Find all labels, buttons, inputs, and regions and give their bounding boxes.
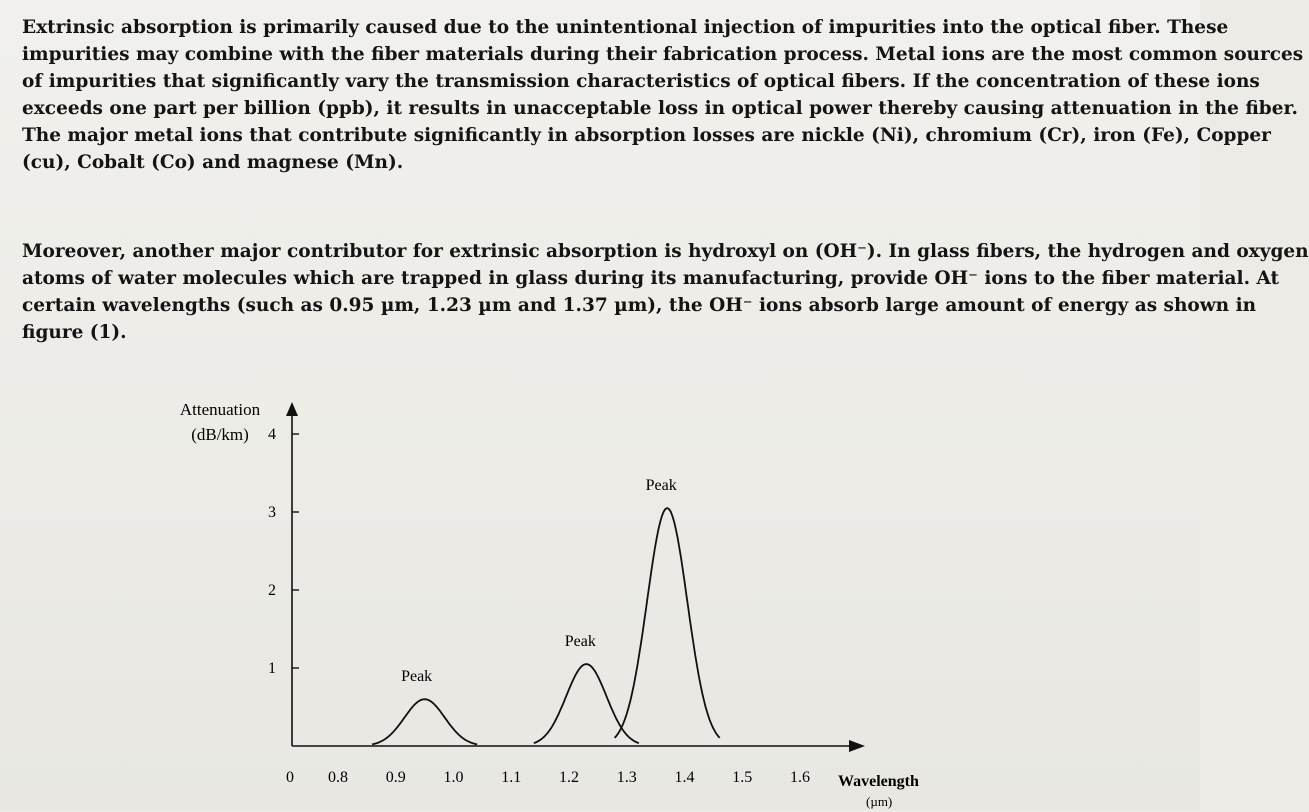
y-axis-unit-label: (dB/km) bbox=[191, 425, 249, 444]
x-axis-unit-label: (µm) bbox=[866, 794, 893, 809]
origin-label: 0 bbox=[286, 769, 294, 786]
x-tick-label: 1.0 bbox=[443, 769, 464, 786]
paragraph-extrinsic-absorption bbox=[22, 14, 1304, 176]
x-tick-label: 0.8 bbox=[328, 769, 348, 786]
y-tick-label: 1 bbox=[268, 660, 276, 677]
paragraph-hydroxyl-absorption bbox=[22, 238, 1309, 346]
paragraph-line: The major metal ions that contribute significantly in absorption losses are nickle (Ni), chromium (Cr), iron (Fe), Copper bbox=[22, 125, 1271, 146]
absorption-peak-curve bbox=[372, 699, 477, 744]
chart-curves bbox=[372, 508, 720, 744]
chart-labels bbox=[180, 400, 919, 809]
paragraph-line: Moreover, another major contributor for extrinsic absorption is hydroxyl on (OH⁻). In glass fibers, the hydrogen and oxygen bbox=[22, 241, 1309, 262]
paragraph-line: impurities may combine with the fiber materials during their fabrication process. Metal ions are the most common sources bbox=[22, 44, 1304, 65]
absorption-peak-curve bbox=[615, 508, 720, 738]
peak-label: Peak bbox=[401, 668, 433, 686]
x-tick-label: 1.2 bbox=[559, 769, 579, 786]
attenuation-chart bbox=[150, 388, 950, 808]
y-axis-arrow-icon bbox=[286, 402, 298, 416]
x-tick-label: 1.5 bbox=[732, 769, 753, 786]
absorption-peak-curve bbox=[534, 664, 639, 743]
peak-label: Peak bbox=[645, 477, 677, 495]
attenuation-figure bbox=[150, 388, 950, 808]
paragraph-line: atoms of water molecules which are trapped in glass during its manufacturing, provide OH⁻ ions to the fiber material. At bbox=[22, 268, 1280, 289]
paragraph-line: Extrinsic absorption is primarily caused due to the unintentional injection of impurities into the optical fiber. These bbox=[22, 17, 1229, 38]
x-tick-label: 1.1 bbox=[501, 769, 522, 786]
chart-axes bbox=[286, 402, 865, 752]
paragraph-line: exceeds one part per billion (ppb), it results in unacceptable loss in optical power thereby causing attenuation in the fiber. bbox=[22, 98, 1298, 119]
paragraph-line: of impurities that significantly vary the transmission characteristics of optical fibers. If the concentration of these ions bbox=[22, 71, 1260, 92]
y-axis-label: Attenuation bbox=[179, 400, 261, 419]
paragraph-line: figure (1). bbox=[22, 322, 127, 343]
x-tick-label: 0.9 bbox=[385, 769, 406, 786]
x-axis-label: Wavelength bbox=[838, 773, 919, 790]
x-axis-arrow-icon bbox=[849, 740, 865, 752]
y-tick-label: 3 bbox=[268, 504, 276, 521]
peak-label: Peak bbox=[564, 633, 596, 651]
y-tick-label: 2 bbox=[268, 582, 276, 599]
x-tick-label: 1.6 bbox=[790, 769, 810, 786]
y-tick-label: 4 bbox=[268, 426, 276, 443]
paragraph-line: (cu), Cobalt (Co) and magnese (Mn). bbox=[22, 152, 404, 173]
x-tick-label: 1.3 bbox=[616, 769, 637, 786]
x-tick-label: 1.4 bbox=[674, 769, 695, 786]
paragraph-line: certain wavelengths (such as 0.95 µm, 1.23 µm and 1.37 µm), the OH⁻ ions absorb large amount of energy as shown in bbox=[22, 295, 1257, 316]
